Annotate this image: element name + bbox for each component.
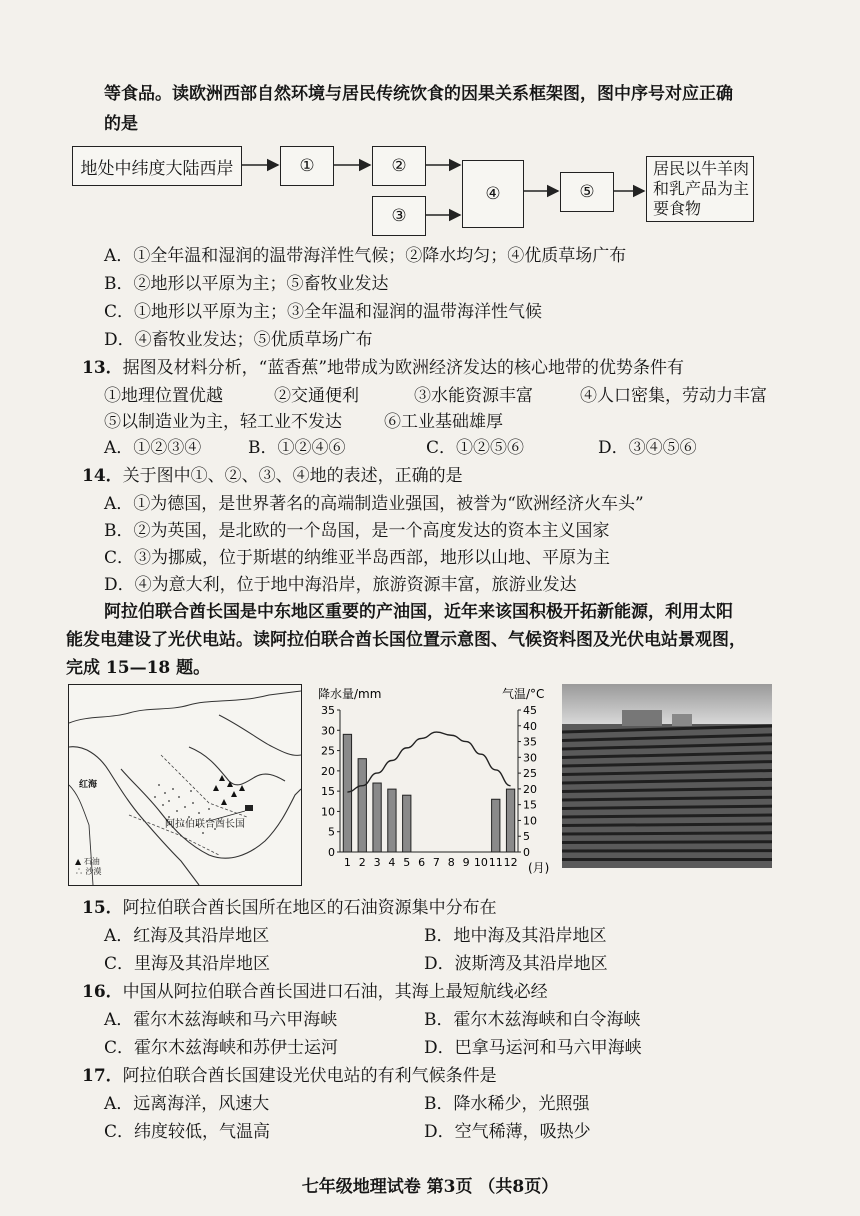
chart-tick-label-right: 35 bbox=[523, 735, 537, 749]
chart-tick-label-left: 5 bbox=[328, 825, 335, 839]
q14-number: 14． bbox=[82, 466, 123, 486]
q13-cond-2: ②交通便利 bbox=[274, 386, 359, 406]
flow-end-line-3: 要食物 bbox=[653, 199, 702, 218]
map-legend bbox=[75, 857, 102, 877]
chart-x-tick-label: 3 bbox=[373, 856, 381, 869]
chart-tick-label-left: 30 bbox=[321, 724, 335, 738]
material-line-3: 完成 15—18 题。 bbox=[66, 658, 211, 678]
q14-option-a: A．①为德国，是世界著名的高端制造业强国，被誉为“欧洲经济火车头” bbox=[104, 494, 644, 514]
chart-tick-label-right: 0 bbox=[523, 846, 530, 859]
q12-option-d: D．④畜牧业发达；⑤优质草场广布 bbox=[104, 330, 373, 350]
precip-bar bbox=[403, 795, 411, 852]
precip-bar bbox=[358, 759, 366, 852]
map-drawing bbox=[69, 685, 301, 885]
chart-x-tick-label: 6 bbox=[418, 856, 426, 869]
flow-end-line-2: 和乳产品为主 bbox=[653, 179, 750, 198]
uae-marker bbox=[245, 805, 253, 811]
q13-question bbox=[82, 356, 684, 380]
chart-x-tick-label: 7 bbox=[432, 856, 440, 869]
q15-option-c: C．里海及其沿岸地区 bbox=[104, 954, 271, 974]
chart-x-tick-label: 8 bbox=[447, 856, 455, 869]
q12-option-a: A．①全年温和湿润的温带海洋性气候；②降水均匀；④优质草场广布 bbox=[104, 246, 627, 266]
pv-station-photo bbox=[562, 684, 772, 868]
map-legend-desert: ∴ 沙漠 bbox=[75, 867, 102, 876]
flow-end-line-1: 居民以牛羊肉 bbox=[653, 159, 750, 178]
intro-line-1: 等食品。读欧洲西部自然环境与居民传统饮食的因果关系框架图，图中序号对应正确 bbox=[104, 84, 733, 104]
q15-question bbox=[82, 896, 497, 920]
q13-option-b: B．①②④⑥ bbox=[248, 438, 346, 458]
chart-x-tick-label: 5 bbox=[403, 856, 411, 869]
page-footer: 七年级地理试卷 第3页 （共8页） bbox=[301, 1177, 559, 1197]
pv-photo-drawing bbox=[562, 684, 772, 868]
q15-option-a: A．红海及其沿岸地区 bbox=[104, 926, 270, 946]
chart-tick-label-right: 5 bbox=[523, 830, 530, 844]
precip-bar bbox=[506, 789, 514, 852]
q13-cond-4: ④人口密集，劳动力丰富 bbox=[580, 386, 767, 406]
q17-stem: 阿拉伯联合酋长国建设光伏电站的有利气候条件是 bbox=[122, 1066, 497, 1086]
chart-tick-label-left: 20 bbox=[321, 764, 335, 778]
flow-node-3: ③ bbox=[372, 196, 426, 236]
q13-option-a: A．①②③④ bbox=[104, 438, 202, 458]
chart-x-tick-label: 12 bbox=[503, 856, 518, 869]
map-label-uae: 阿拉伯联合酋长国 bbox=[165, 819, 245, 830]
flow-node-1: ① bbox=[280, 146, 334, 186]
q16-option-b: B．霍尔木兹海峡和白令海峡 bbox=[424, 1010, 641, 1030]
q16-number: 16． bbox=[82, 982, 123, 1002]
q16-stem: 中国从阿拉伯联合酋长国进口石油，其海上最短航线必经 bbox=[122, 982, 548, 1002]
uae-location-map bbox=[68, 684, 302, 886]
q13-option-c: C．①②⑤⑥ bbox=[426, 438, 525, 458]
pv-panel-row bbox=[562, 833, 772, 834]
material-line-2: 能发电建设了光伏电站。读阿拉伯联合酋长国位置示意图、气候资料图及光伏电站景观图， bbox=[66, 630, 746, 650]
chart-tick-label-right: 45 bbox=[523, 704, 537, 717]
pv-panel-row bbox=[562, 824, 772, 826]
climate-chart bbox=[310, 684, 560, 884]
material-line-1: 阿拉伯联合酋长国是中东地区重要的产油国，近年来该国积极开拓新能源，利用太阳 bbox=[104, 602, 733, 622]
q17-option-d: D．空气稀薄，吸热少 bbox=[424, 1122, 591, 1142]
precip-bar bbox=[373, 783, 381, 852]
precip-bar bbox=[343, 734, 351, 852]
q16-option-c: C．霍尔木兹海峡和苏伊士运河 bbox=[104, 1038, 339, 1058]
q17-option-b: B．降水稀少，光照强 bbox=[424, 1094, 590, 1114]
chart-x-tick-label: 9 bbox=[462, 856, 470, 869]
q15-option-d: D．波斯湾及其沿岸地区 bbox=[424, 954, 608, 974]
chart-tick-label-right: 20 bbox=[523, 782, 537, 796]
q13-cond-5: ⑤以制造业为主，轻工业不发达 bbox=[104, 412, 342, 432]
flow-node-5: ⑤ bbox=[560, 172, 614, 212]
q13-cond-3: ③水能资源丰富 bbox=[414, 386, 533, 406]
q14-stem: 关于图中①、②、③、④地的表述，正确的是 bbox=[122, 466, 463, 486]
pv-panel-row bbox=[562, 842, 772, 843]
q15-stem: 阿拉伯联合酋长国所在地区的石油资源集中分布在 bbox=[122, 898, 497, 918]
flow-node-4: ④ bbox=[462, 160, 524, 228]
map-legend-oil: ▲ 石油 bbox=[75, 857, 100, 866]
chart-x-tick-label: 10 bbox=[473, 856, 488, 869]
chart-tick-label-right: 15 bbox=[523, 798, 537, 812]
chart-x-unit: (月) bbox=[528, 861, 550, 875]
q16-question bbox=[82, 980, 548, 1004]
chart-tick-label-right: 30 bbox=[523, 751, 537, 765]
q14-option-b: B．②为英国，是北欧的一个岛国，是一个高度发达的资本主义国家 bbox=[104, 521, 610, 541]
q13-cond-1: ①地理位置优越 bbox=[104, 386, 223, 406]
chart-tick-label-right: 10 bbox=[523, 814, 537, 828]
q12-option-c: C．①地形以平原为主；③全年温和湿润的温带海洋性气候 bbox=[104, 302, 543, 322]
q15-option-b: B．地中海及其沿岸地区 bbox=[424, 926, 607, 946]
chart-tick-label-left: 15 bbox=[321, 785, 335, 799]
q13-stem: 据图及材料分析，“蓝香蕉”地带成为欧洲经济发达的核心地带的优势条件有 bbox=[122, 358, 685, 378]
map-label-red-sea: 红海 bbox=[79, 780, 98, 790]
precip-bar bbox=[492, 799, 500, 852]
pv-panel-row bbox=[562, 815, 772, 817]
q14-option-d: D．④为意大利，位于地中海沿岸，旅游资源丰富，旅游业发达 bbox=[104, 575, 577, 595]
q13-cond-6: ⑥工业基础雄厚 bbox=[384, 412, 503, 432]
q17-question bbox=[82, 1064, 497, 1088]
q14-question bbox=[82, 464, 463, 488]
chart-ylabel-right: 气温/°C bbox=[502, 687, 545, 701]
q12-option-b: B．②地形以平原为主；⑤畜牧业发达 bbox=[104, 274, 389, 294]
temperature-curve bbox=[347, 732, 510, 792]
q16-option-a: A．霍尔木兹海峡和马六甲海峡 bbox=[104, 1010, 338, 1030]
flow-node-2: ② bbox=[372, 146, 426, 186]
q15-number: 15． bbox=[82, 898, 123, 918]
oil-symbols bbox=[213, 775, 245, 805]
q13-option-d: D．③④⑤⑥ bbox=[598, 438, 697, 458]
chart-x-tick-label: 11 bbox=[488, 856, 503, 869]
chart-x-tick-label: 4 bbox=[388, 856, 396, 869]
q13-number: 13． bbox=[82, 358, 123, 378]
flow-start-box: 地处中纬度大陆西岸 bbox=[72, 146, 242, 186]
chart-tick-label-right: 40 bbox=[523, 719, 537, 733]
intro-line-2: 的是 bbox=[104, 114, 138, 134]
q16-option-d: D．巴拿马运河和马六甲海峡 bbox=[424, 1038, 642, 1058]
q17-option-c: C．纬度较低，气温高 bbox=[104, 1122, 271, 1142]
chart-tick-label-right: 25 bbox=[523, 767, 537, 781]
q17-option-a: A．远离海洋，风速大 bbox=[104, 1094, 270, 1114]
precip-bar bbox=[388, 789, 396, 852]
flowchart-arrows bbox=[0, 0, 860, 260]
chart-x-tick-label: 1 bbox=[343, 856, 351, 869]
chart-tick-label-left: 10 bbox=[321, 805, 335, 819]
q14-option-c: C．③为挪威，位于斯堪的纳维亚半岛西部，地形以山地、平原为主 bbox=[104, 548, 611, 568]
chart-x-tick-label: 2 bbox=[358, 856, 366, 869]
chart-tick-label-left: 35 bbox=[321, 704, 335, 717]
q17-number: 17． bbox=[82, 1066, 123, 1086]
chart-tick-label-left: 25 bbox=[321, 744, 335, 758]
chart-ylabel-left: 降水量/mm bbox=[318, 687, 382, 701]
chart-tick-label-left: 0 bbox=[328, 846, 335, 859]
